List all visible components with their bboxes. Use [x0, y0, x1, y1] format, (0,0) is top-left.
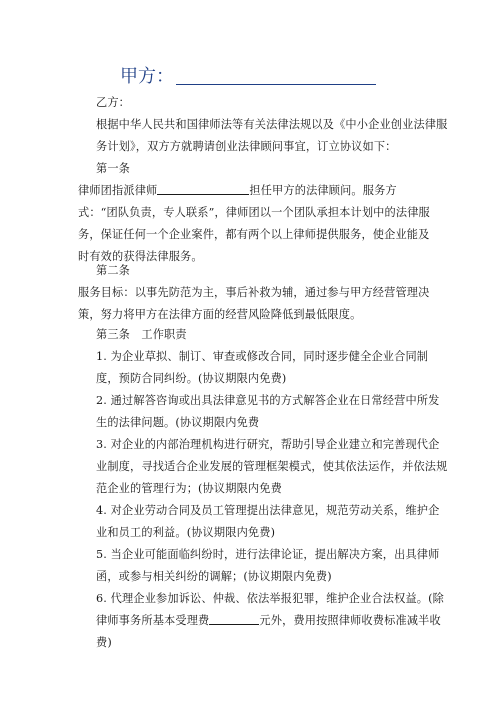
intro-paragraph: 根据中华人民共和国律师法等有关法律法规以及《中小企业创业法律服务计划》，双方方就聘请创业法律顾问事宜，订立协议如下： [96, 118, 448, 153]
duty-item-2: 2. 通过解答咨询或出具法律意见书的方式解答企业在日常经营中所发生的法律问题。(协议期限内免费 [96, 394, 440, 429]
duty-item-1: 1. 为企业草拟、制订、审查或修改合同，同时逐步健全企业合同制度，预防合同纠纷。(协议期限内免费) [96, 350, 429, 385]
article-1-text-start: 律师团指派律师 [78, 184, 158, 197]
article-1-text-rest: 担任甲方的法律顾问。服务方式：“团队负责，专人联系”，律师团以一个团队承担本计划中的法律服务，保证任何一个企业案件，都有两个以上律师提供服务，使企业能及时有效的获得法律服务。 [78, 184, 430, 263]
article-1-heading: 第一条 [96, 162, 131, 175]
article-3-heading: 第三条 工作职责 [96, 328, 187, 341]
duty-item-6 [78, 588, 448, 654]
party-b-label: 乙方： [96, 96, 131, 109]
duty-item-4: 4. 对企业劳动合同及员工管理提出法律意见，规范劳动关系，维护企业和员工的利益。(协议期限内免费) [96, 504, 440, 539]
duty-item-3: 3. 对企业的内部治理机构进行研究，帮助引导企业建立和完善现代企业制度，寻找适合企业发展的管理框架模式，使其依法运作，并依法规范企业的管理行为；(协议期限内免费 [96, 438, 448, 495]
article-2-heading: 第二条 [96, 264, 131, 277]
fee-amount-blank [209, 612, 259, 625]
article-2-body: 服务目标：以事先防范为主，事后补救为辅，通过参与甲方经营管理决策，努力将甲方在法律方面的经营风险降低到最低限度。 [78, 286, 430, 321]
lawyer-name-blank [157, 182, 249, 195]
duty-item-6-text-start: 6. 代理企业参加诉讼、仲裁、依法举报犯罪，维护企业合法权益。(除律师事务所基本受理费 [96, 592, 444, 627]
article-1-body [78, 180, 430, 268]
duty-item-6-text-rest: 元外，费用按照律师收费标准减半收费) [96, 614, 441, 649]
party-a-label: 甲方： [120, 66, 174, 87]
party-a-line [120, 62, 376, 88]
duty-item-5: 5. 当企业可能面临纠纷时，进行法律论证，提出解决方案，出具律师函，或参与相关纠纷的调解；(协议期限内免费) [96, 548, 440, 583]
party-a-blank [176, 66, 376, 85]
